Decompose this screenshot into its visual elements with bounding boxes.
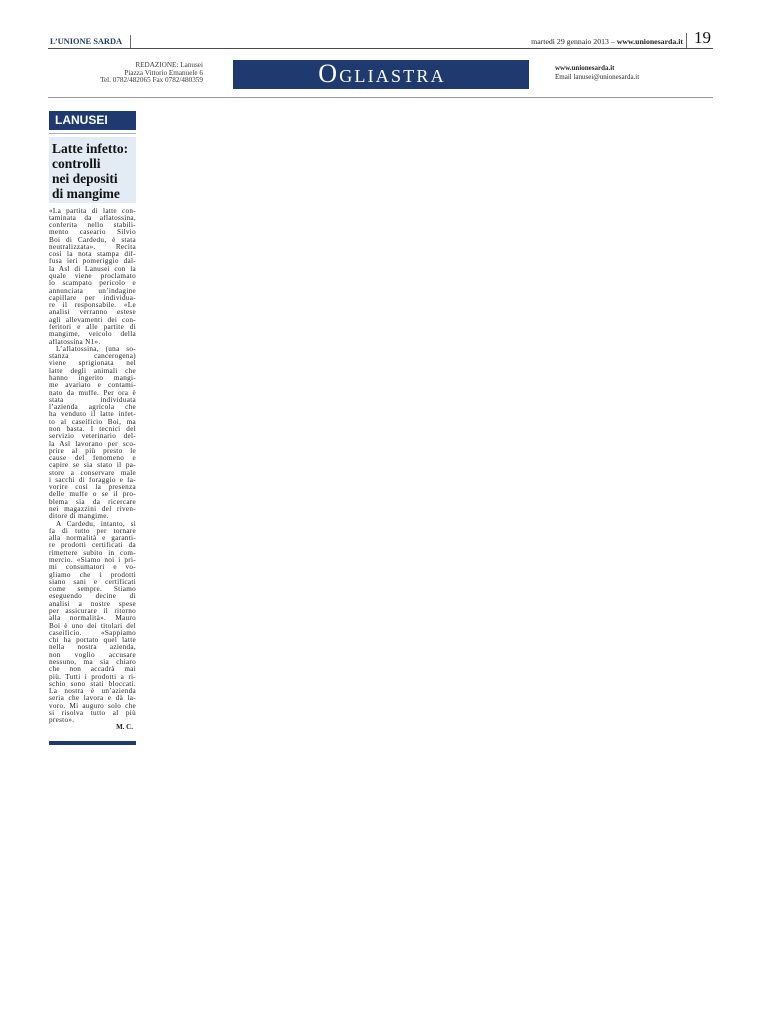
body-line: schio sono stati bloccati. [49, 680, 136, 688]
newsroom-address-line: Piazza Vittorio Emanuele 6 [124, 68, 203, 77]
body-line: prire al più presto le [49, 447, 136, 455]
body-line: La nostra è un’azienda [49, 688, 136, 696]
body-line: la Asl di Lanusei con la [49, 265, 136, 273]
headline-line: nei depositi [52, 170, 118, 186]
body-line: si risolva tutto al più [49, 709, 136, 717]
masthead-divider-left [130, 35, 131, 48]
masthead-date: martedì 29 gennaio 2013 [531, 37, 609, 46]
body-line: viene sprigionata nel [49, 360, 136, 368]
masthead-rule [48, 48, 713, 49]
article-end-rule [49, 741, 136, 745]
section-banner [233, 60, 529, 89]
body-line: non voglio accusare [49, 651, 136, 659]
section-contacts [555, 64, 639, 81]
body-line: latte degli animali che [49, 367, 136, 375]
body-line: lo scampato pericolo e [49, 280, 136, 288]
body-line: così la nota stampa dif- [49, 251, 136, 259]
body-line: nei magazzini del riven- [49, 506, 136, 514]
body-line: re prodotti certificati da [49, 542, 136, 550]
body-line: che non accadrà mai [49, 666, 136, 674]
masthead-website: www.unionesarda.it [616, 37, 683, 46]
body-line: la Asl lavorano per sco- [49, 440, 136, 448]
masthead-divider-right [686, 33, 687, 48]
body-line: mangime, veicolo della [49, 331, 136, 339]
body-line: seria che lavora e dà la- [49, 695, 136, 703]
body-line: annunciata un’indagine [49, 287, 136, 295]
body-line: stata individuata [49, 396, 136, 404]
body-line: chi ha portato quel latte [49, 637, 136, 645]
body-line: fa di tutto per tornare [49, 527, 136, 535]
headline-line: di mangime [52, 185, 120, 201]
body-line: voro. Mi auguro solo che [49, 702, 136, 710]
body-line: i sacchi di foraggio e fa- [49, 476, 136, 484]
body-line: blema sia da ricercare [49, 498, 136, 506]
body-line: analisi a nostre spese [49, 600, 136, 608]
body-line: to al caseificio Boi, ma [49, 418, 136, 426]
body-line: ha venduto il latte infet- [49, 411, 136, 419]
body-line: Boi è uno dei titolari del [49, 622, 136, 630]
body-line: nato da muffe. Per ora è [49, 389, 136, 397]
body-line: gliamo che i prodotti [49, 571, 136, 579]
body-line: caseificio. «Sappiamo [49, 629, 136, 637]
body-line: conferita nello stabili- [49, 222, 136, 230]
body-line: «La partita di latte con- [49, 207, 136, 215]
masthead-separator: – [610, 37, 615, 46]
masthead-paper-name: L’UNIONE SARDA [50, 37, 123, 46]
article-byline: M. C. [116, 723, 133, 732]
body-line: agli allevamenti dei con- [49, 316, 136, 324]
contact-website: www.unionesarda.it [555, 64, 615, 72]
body-line: alla normalità e garanti- [49, 535, 136, 543]
body-line: presto». [49, 717, 75, 725]
section-rule [48, 97, 713, 98]
body-line: nella nostra azienda, [49, 644, 136, 652]
contact-email: Email lanusei@unionesarda.it [555, 72, 640, 81]
article-headline [49, 137, 136, 203]
headline-line: controlli [52, 155, 101, 171]
body-line: come sempre. Stiamo [49, 586, 136, 594]
body-line: l’azienda agricola che [49, 404, 136, 412]
body-line: per assicurare il ritorno [49, 607, 136, 615]
body-line: stanza cancerogena) [49, 353, 136, 361]
page-number: 19 [694, 28, 711, 47]
body-line: store a conservare male [49, 469, 136, 477]
article-kicker: LANUSEI [49, 111, 136, 130]
body-line: capillare per individua- [49, 294, 136, 302]
body-line: cause del fenomeno e [49, 455, 136, 463]
body-line: Boi di Cardedu, è stata [49, 236, 136, 244]
body-line: quale viene proclamato [49, 273, 136, 281]
headline-line: Latte infetto: [52, 140, 129, 156]
body-line: neutralizzata». Recita [49, 243, 136, 251]
body-line: analisi verranno estese [49, 309, 136, 317]
body-line: aflatossina N1». [49, 338, 101, 346]
body-line: mercio. «Siamo noi i pri- [49, 557, 136, 564]
masthead-dateline [531, 37, 683, 47]
newsroom-address [100, 62, 203, 85]
body-line: mento caseario Silvio [49, 229, 136, 237]
kicker-rule [49, 133, 136, 134]
body-line: rimettere subito in com- [49, 549, 136, 557]
body-line: fusa ieri pomeriggio dal- [49, 258, 136, 266]
newsroom-phone-line: Tel. 0782/482065 Fax 0782/480359 [100, 76, 203, 85]
body-line: alla normalità». Mauro [49, 615, 136, 623]
newsroom-line: REDAZIONE: Lanusei [135, 61, 203, 69]
body-line: feritori e alle partite di [49, 324, 136, 331]
body-line: siano sani e certificati [49, 578, 136, 586]
body-line: ditore di mangime. [49, 513, 109, 521]
body-line: mi consumatori e vo- [49, 564, 136, 572]
body-line: taminata da aflatossina, [49, 214, 136, 222]
body-line: capire se sia stato il pa- [49, 462, 136, 470]
body-line: hanno ingerito mangi- [49, 374, 136, 382]
body-line: L’aflatossina, (una so- [56, 345, 136, 353]
article-body [49, 208, 136, 732]
body-line: nessuno, ma sia chiaro [49, 658, 136, 666]
section-title: OGLIASTRA [318, 58, 446, 88]
body-line: re il responsabile. «Le [49, 302, 136, 310]
body-line: eseguendo decine di [49, 593, 136, 601]
body-line: più. Tutti i prodotti a ri- [49, 673, 136, 681]
body-line: A Cardedu, intanto, si [56, 520, 136, 528]
body-line: vorire così la presenza [49, 484, 136, 492]
body-line: servizio veterinario del- [49, 433, 136, 441]
body-line: me avariato e contami- [49, 382, 136, 390]
body-line: non basta. I tecnici del [49, 425, 136, 433]
body-line: delle muffe o se il pro- [49, 491, 136, 499]
